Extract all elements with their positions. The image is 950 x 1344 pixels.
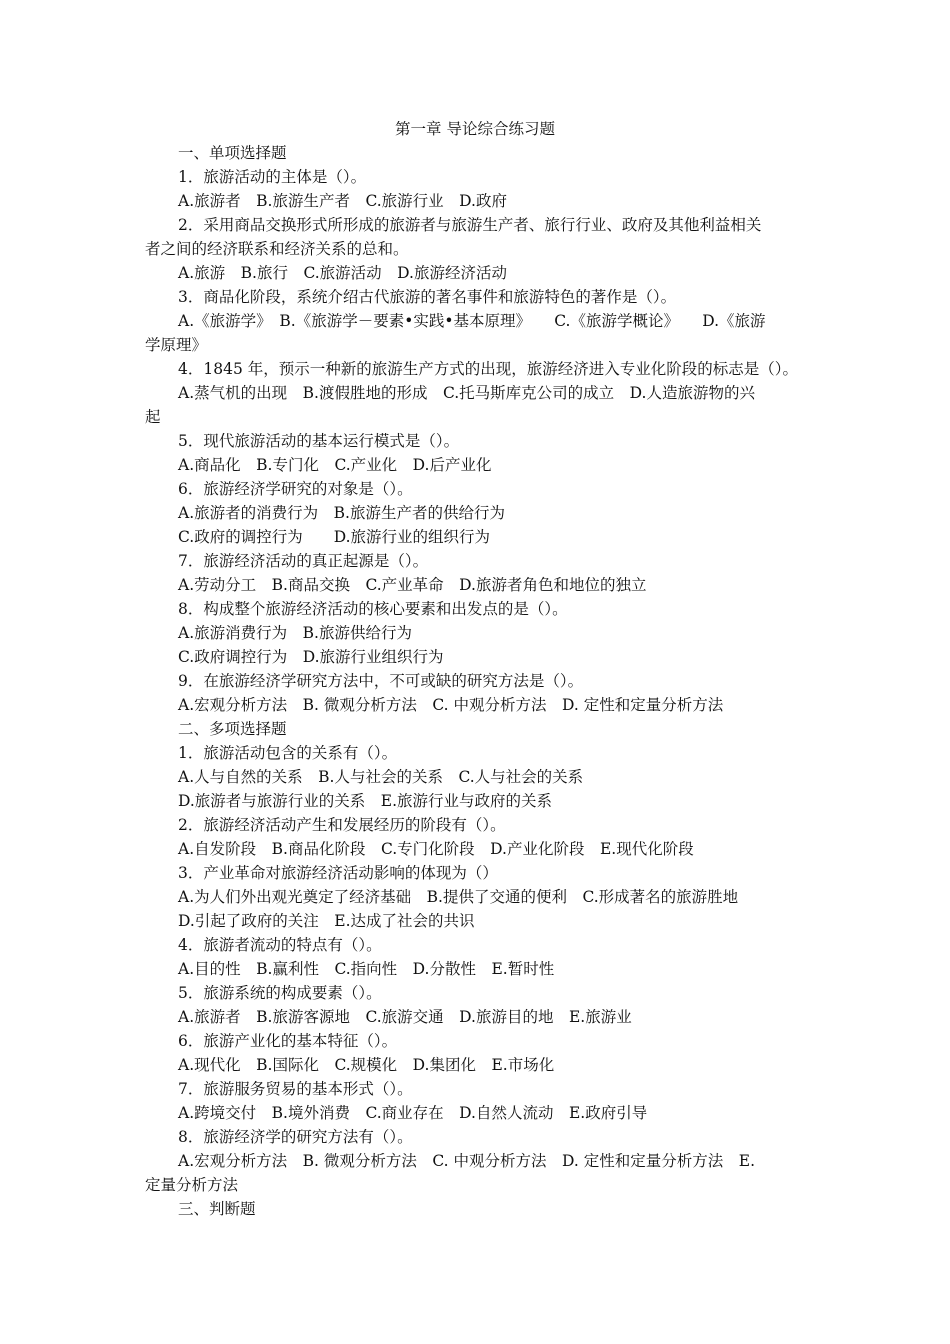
answer-options-continued: 定量分析方法: [145, 1176, 239, 1194]
answer-options: A.目的性 B.赢利性 C.指向性 D.分散性 E.暂时性: [178, 960, 555, 978]
question-text: 2．采用商品交换形式所形成的旅游者与旅游生产者、旅行行业、政府及其他利益相关: [178, 216, 762, 234]
question-text: 3．产业革命对旅游经济活动影响的体现为（）: [178, 864, 498, 882]
section-heading: 三、判断题: [178, 1200, 256, 1218]
answer-options-continued: 起: [145, 408, 161, 426]
answer-options: A.宏观分析方法 B. 微观分析方法 C. 中观分析方法 D. 定性和定量分析方法: [178, 696, 724, 714]
question-text: 7．旅游经济活动的真正起源是（）。: [178, 552, 429, 570]
question-text: 1．旅游活动包含的关系有（）。: [178, 744, 398, 762]
question-text: 2．旅游经济活动产生和发展经历的阶段有（）。: [178, 816, 506, 834]
question-text: 4．1845 年，预示一种新的旅游生产方式的出现，旅游经济进入专业化阶段的标志是（）。: [178, 360, 798, 378]
answer-options: A.宏观分析方法 B. 微观分析方法 C. 中观分析方法 D. 定性和定量分析方法 E.: [178, 1152, 755, 1170]
answer-options: A.旅游者 B.旅游生产者 C.旅游行业 D.政府: [178, 192, 507, 210]
answer-options: A.旅游者 B.旅游客源地 C.旅游交通 D.旅游目的地 E.旅游业: [178, 1008, 632, 1026]
answer-options: C.政府调控行为 D.旅游行业组织行为: [178, 648, 444, 666]
question-text-continued: 者之间的经济联系和经济关系的总和。: [145, 240, 409, 258]
answer-options: A.商品化 B.专门化 C.产业化 D.后产业化: [178, 456, 492, 474]
document-title: 第一章 导论综合练习题: [395, 120, 555, 138]
question-text: 5．旅游系统的构成要素（）。: [178, 984, 382, 1002]
section-heading: 二、多项选择题: [178, 720, 287, 738]
question-text: 8．构成整个旅游经济活动的核心要素和出发点的是（）。: [178, 600, 568, 618]
answer-options: D.引起了政府的关注 E.达成了社会的共识: [178, 912, 475, 930]
answer-options: A.劳动分工 B.商品交换 C.产业革命 D.旅游者角色和地位的独立: [178, 576, 647, 594]
answer-options: A.现代化 B.国际化 C.规模化 D.集团化 E.市场化: [178, 1056, 555, 1074]
question-text: 5．现代旅游活动的基本运行模式是（）。: [178, 432, 460, 450]
answer-options: A.旅游 B.旅行 C.旅游活动 D.旅游经济活动: [178, 264, 507, 282]
answer-options: C.政府的调控行为 D.旅游行业的组织行为: [178, 528, 491, 546]
section-heading: 一、单项选择题: [178, 144, 287, 162]
answer-options: A.自发阶段 B.商品化阶段 C.专门化阶段 D.产业化阶段 E.现代化阶段: [178, 840, 694, 858]
question-text: 6．旅游经济学研究的对象是（）。: [178, 480, 413, 498]
answer-options: A.旅游消费行为 B.旅游供给行为: [178, 624, 412, 642]
question-text: 9．在旅游经济学研究方法中，不可或缺的研究方法是（）。: [178, 672, 584, 690]
question-text: 7．旅游服务贸易的基本形式（）。: [178, 1080, 413, 1098]
answer-options: D.旅游者与旅游行业的关系 E.旅游行业与政府的关系: [178, 792, 553, 810]
document-body: [145, 142, 810, 1222]
answer-options: A.旅游者的消费行为 B.旅游生产者的供给行为: [178, 504, 505, 522]
answer-options-continued: 学原理》: [145, 336, 208, 354]
question-text: 1．旅游活动的主体是（）。: [178, 168, 367, 186]
answer-options: A.《旅游学》 B.《旅游学－要素•实践•基本原理》 C.《旅游学概论》 D.《旅游: [178, 312, 766, 330]
question-text: 6．旅游产业化的基本特征（）。: [178, 1032, 398, 1050]
answer-options: A.为人们外出观光奠定了经济基础 B.提供了交通的便利 C.形成著名的旅游胜地: [178, 888, 739, 906]
question-text: 8．旅游经济学的研究方法有（）。: [178, 1128, 413, 1146]
question-text: 4．旅游者流动的特点有（）。: [178, 936, 382, 954]
answer-options: A.跨境交付 B.境外消费 C.商业存在 D.自然人流动 E.政府引导: [178, 1104, 648, 1122]
answer-options: A.蒸气机的出现 B.渡假胜地的形成 C.托马斯库克公司的成立 D.人造旅游物的兴: [178, 384, 755, 402]
question-text: 3．商品化阶段，系统介绍古代旅游的著名事件和旅游特色的著作是（）。: [178, 288, 677, 306]
answer-options: A.人与自然的关系 B.人与社会的关系 C.人与社会的关系: [178, 768, 584, 786]
